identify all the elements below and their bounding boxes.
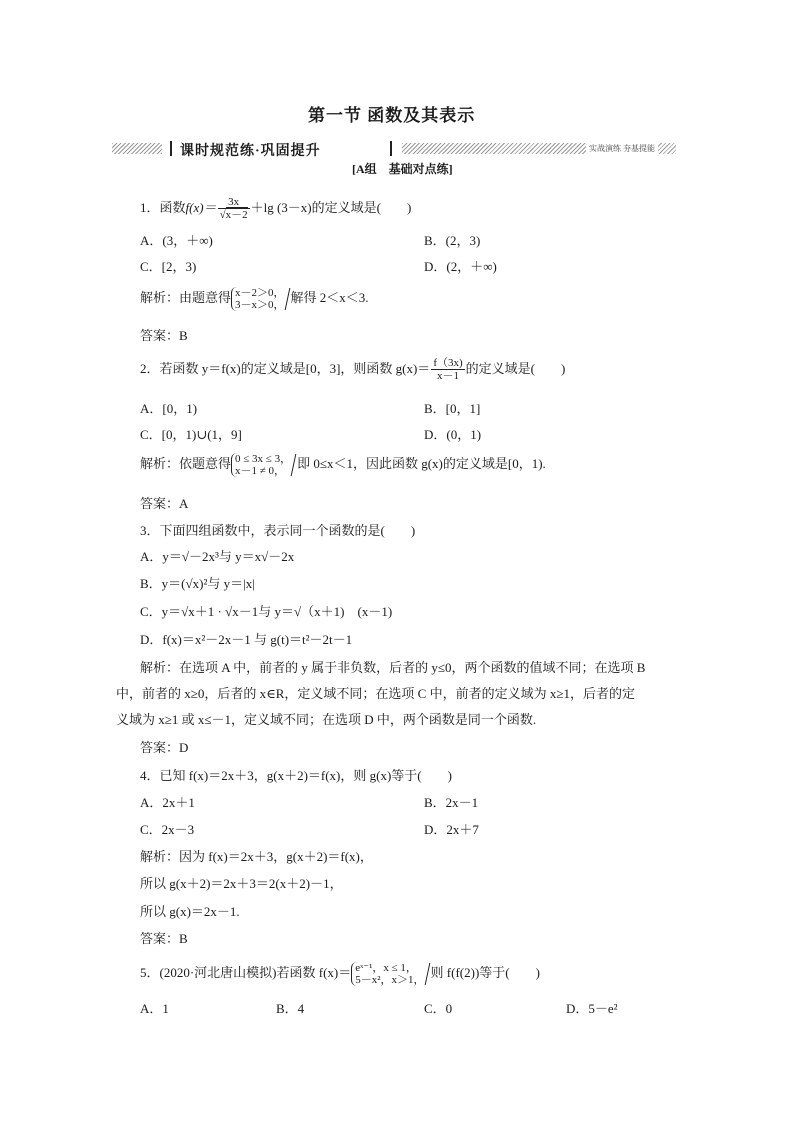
option-d: D．(0，1) <box>424 427 482 442</box>
option-a: A．(3，＋∞) <box>140 233 213 248</box>
solution-line: 义域为 x≥1 或 x≤－1，定义域不同；在选项 D 中，两个函数是同一个函数. <box>116 712 537 727</box>
option-d: D．2x＋7 <box>424 822 479 837</box>
option-b: B．4 <box>276 1001 305 1016</box>
solution-1: 解析：由题意得 x－2＞0， 3－x＞0， 解得 2＜x＜3. <box>140 287 369 311</box>
answer-2: 答案：A <box>140 496 189 511</box>
option-a: A．y＝√－2x³与 y＝x√－2x <box>140 549 295 564</box>
answer-3: 答案：D <box>140 740 189 755</box>
option-b: B．[0，1] <box>424 401 481 416</box>
section-banner <box>112 141 676 159</box>
question-3: 3．下面四组函数中，表示同一个函数的是( ) <box>140 523 416 538</box>
option-a: A．2x＋1 <box>140 795 195 810</box>
banner-title: 课时规范练·巩固提升 <box>180 144 321 159</box>
option-b: B．y＝(√x)²与 y＝|x| <box>140 576 255 591</box>
solution-line: 解析：因为 f(x)＝2x＋3，g(x＋2)＝f(x)， <box>140 849 373 864</box>
solution-line: 所以 g(x)＝2x－1. <box>140 904 240 919</box>
equation-system: 0 ≤ 3x ≤ 3， x－1 ≠ 0， <box>231 453 291 477</box>
banner-divider <box>170 141 172 156</box>
option-b: B．(2，3) <box>424 233 481 248</box>
option-a: A．[0，1) <box>140 401 198 416</box>
banner-divider <box>390 141 392 156</box>
option-d: D．f(x)＝x²－2x－1 与 g(t)＝t²－2t－1 <box>140 632 353 647</box>
banner-subtitle: 实战演练 夯基提能 <box>586 143 658 154</box>
option-c: C．[2，3) <box>140 259 197 274</box>
option-a: A．1 <box>140 1001 169 1016</box>
banner-hatch-left <box>112 143 162 154</box>
page-title: 第一节 函数及其表示 <box>308 106 476 125</box>
fraction: $\frac{f(3x)}{x-1}$ <box>433 357 463 382</box>
solution-line: 所以 g(x＋2)＝2x＋3＝2(x＋2)－1， <box>140 876 343 891</box>
option-b: B．2x－1 <box>424 795 479 810</box>
answer-1: 答案：B <box>140 328 188 343</box>
question-4: 4．已知 f(x)＝2x＋3，g(x＋2)＝f(x)，则 g(x)等于( ) <box>140 768 452 783</box>
question-2: 2．若函数 y＝f(x)的定义域是[0，3]，则函数 g(x)＝ $\frac{f(3x)}{x-1}$ 的定义域是( ) <box>140 357 566 382</box>
option-c: C．y＝√x＋1 · √x－1与 y＝√（x＋1) (x－1) <box>140 604 393 619</box>
option-c: C．[0，1)∪(1，9] <box>140 427 242 442</box>
option-d: D．5－e² <box>566 1001 618 1016</box>
fraction: $\frac{3x}{√x-2}$ <box>219 196 248 221</box>
solution-line: 解析：在选项 A 中，前者的 y 属于非负数，后者的 y≤0，两个函数的值域不同；在选项 B <box>140 660 646 675</box>
equation-system: eˣ⁻¹，x ≤ 1， 5－x²，x＞1， <box>351 962 424 986</box>
group-heading: [A组 基础对点练] <box>352 162 453 176</box>
question-5: 5．(2020·河北唐山模拟)若函数 f(x)＝ eˣ⁻¹，x ≤ 1， 5－x²，x＞1， 则 f(f(2))等于( ) <box>140 962 540 986</box>
option-c: C．0 <box>424 1001 453 1016</box>
answer-4: 答案：B <box>140 931 188 946</box>
equation-system: x－2＞0， 3－x＞0， <box>231 287 285 311</box>
option-d: D．(2，＋∞) <box>424 259 497 274</box>
solution-line: 中，前者的 x≥0，后者的 x∈R，定义域不同；在选项 C 中，前者的定义域为 x≥1，后者的定 <box>116 686 635 701</box>
solution-2: 解析：依题意得 0 ≤ 3x ≤ 3， x－1 ≠ 0， 即 0≤x＜1，因此函数 g(x)的定义域是[0，1). <box>140 453 546 477</box>
question-1: 1．函数f(x)＝ $\frac{3x}{√x-2}$ ＋lg (3－x)的定义域是( ) <box>140 196 412 221</box>
option-c: C．2x－3 <box>140 822 195 837</box>
